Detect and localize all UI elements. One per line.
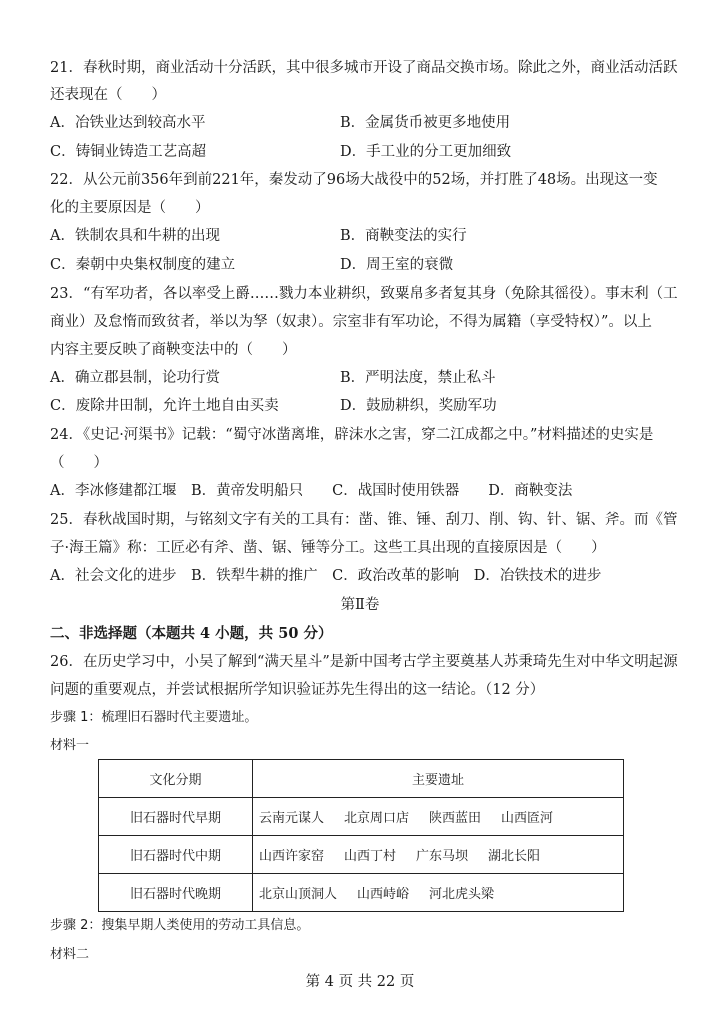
q22-option-a: A．铁制农具和牛耕的出现 <box>50 228 220 244</box>
site-name: 山西峙峪 <box>357 887 410 902</box>
q21-option-c: C．铸铜业铸造工艺高超 <box>50 144 207 160</box>
site-name: 云南元谋人 <box>259 811 325 826</box>
q23-stem-line3: 内容主要反映了商鞅变法中的（ ） <box>50 342 297 358</box>
site-name: 山西丁村 <box>344 849 397 864</box>
q23-option-a: A．确立郡县制，论功行赏 <box>50 370 220 386</box>
table-row <box>99 798 624 836</box>
period-cell: 旧石器时代早期 <box>99 798 253 836</box>
site-name: 河北虎头梁 <box>429 887 495 902</box>
site-name: 北京周口店 <box>344 811 410 826</box>
q22-option-d: D．周王室的衰微 <box>340 257 454 273</box>
sites-cell <box>253 874 624 912</box>
q22-option-c: C．秦朝中央集权制度的建立 <box>50 257 236 273</box>
header-sites: 主要遗址 <box>253 760 624 798</box>
table-row <box>99 836 624 874</box>
sites-table <box>98 759 624 912</box>
q21-option-d: D．手工业的分工更加细致 <box>340 144 512 160</box>
q22-stem-line2: 化的主要原因是（ ） <box>50 200 210 216</box>
table-header-row <box>99 760 624 798</box>
material-two-label: 材料二 <box>50 947 90 962</box>
q22-stem-line1: 22．从公元前356年到前221年，秦发动了96场大战役中的52场，并打胜了48场。出现这一变 <box>50 172 658 188</box>
q23-stem-line2: 商业）及怠惰而致贫者，举以为孥（奴隶）。宗室非有军功论，不得为属籍（享受特权）”。以上 <box>50 314 652 330</box>
period-cell: 旧石器时代中期 <box>99 836 253 874</box>
q21-stem-line1: 21．春秋时期，商业活动十分活跃，其中很多城市开设了商品交换市场。除此之外，商业活动活跃 <box>50 60 678 76</box>
site-name: 广东马坝 <box>416 849 469 864</box>
q25-options: A．社会文化的进步 B．铁犁牛耕的推广 C．政治改革的影响 D．冶铁技术的进步 <box>50 568 602 584</box>
sites-cell <box>253 836 624 874</box>
q23-stem-line1: 23．“有军功者，各以率受上爵……戮力本业耕织，致粟帛多者复其身（免除其徭役）。事末利（工 <box>50 286 678 302</box>
q26-step2: 步骤 2：搜集早期人类使用的劳动工具信息。 <box>50 918 310 933</box>
q21-stem-line2: 还表现在（ ） <box>50 87 166 103</box>
site-name: 山西许家窑 <box>259 849 325 864</box>
q24-stem-line2: （ ） <box>50 455 108 471</box>
q25-stem-line1: 25．春秋战国时期，与铭刻文字有关的工具有：凿、锥、锤、刮刀、削、钩、针、锯、斧。而《管 <box>50 512 678 528</box>
q26-step1: 步骤 1：梳理旧石器时代主要遗址。 <box>50 710 258 725</box>
material-one-label: 材料一 <box>50 738 90 753</box>
sites-cell <box>253 798 624 836</box>
volume-title: 第Ⅱ卷 <box>340 597 380 613</box>
period-cell: 旧石器时代晚期 <box>99 874 253 912</box>
q23-option-c: C．废除井田制，允许土地自由买卖 <box>50 398 279 414</box>
q26-stem-line2: 问题的重要观点，并尝试根据所学知识验证苏先生得出的这一结论。（12 分） <box>50 682 545 698</box>
site-name: 北京山顶洞人 <box>259 887 338 902</box>
q23-option-d: D．鼓励耕织，奖励军功 <box>340 398 497 414</box>
q24-options: A．李冰修建都江堰 B．黄帝发明船只 C．战国时使用铁器 D．商鞅变法 <box>50 483 573 499</box>
site-name: 山西匼河 <box>501 811 554 826</box>
page-footer: 第 4 页 共 22 页 <box>305 974 415 990</box>
q21-option-b: B．金属货币被更多地使用 <box>340 115 511 131</box>
site-name: 陕西蓝田 <box>429 811 482 826</box>
q22-option-b: B．商鞅变法的实行 <box>340 228 467 244</box>
site-name: 湖北长阳 <box>488 849 541 864</box>
q23-option-b: B．严明法度，禁止私斗 <box>340 370 496 386</box>
q24-stem-line1: 24．《史记·河渠书》记载：“蜀守冰凿离堆，辟沫水之害，穿二江成都之中。”材料描述的史实是 <box>50 427 654 443</box>
section-two-heading: 二、非选择题（本题共 4 小题，共 50 分） <box>50 625 333 642</box>
q25-stem-line2: 子·海王篇》称：工匠必有斧、凿、锯、锤等分工。这些工具出现的直接原因是（ ） <box>50 540 606 556</box>
header-period: 文化分期 <box>99 760 253 798</box>
q26-stem-line1: 26．在历史学习中，小吴了解到“满天星斗”是新中国考古学主要奠基人苏秉琦先生对中华文明起源 <box>50 654 678 670</box>
table-row <box>99 874 624 912</box>
q21-option-a: A．冶铁业达到较高水平 <box>50 115 206 131</box>
